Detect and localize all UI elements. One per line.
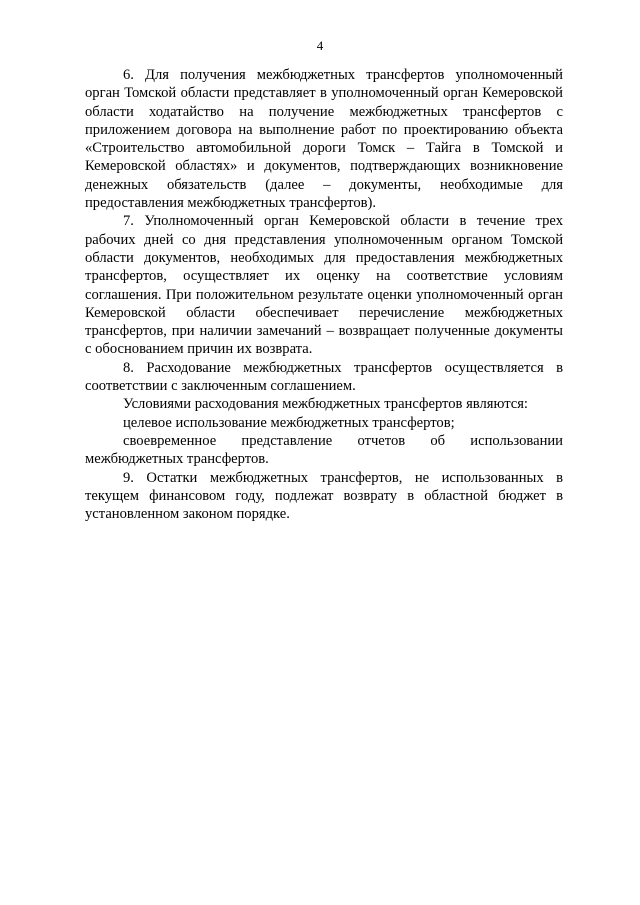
paragraph-condition-targeted-use: целевое использование межбюджетных трансфертов;	[123, 414, 455, 431]
paragraph-item-8: 8. Расходование межбюджетных трансфертов осуществляется в соответствии с заключенным соглашением.	[85, 359, 563, 395]
document-body	[85, 66, 563, 523]
paragraph-item-6: 6. Для получения межбюджетных трансфертов уполномоченный орган Томской области представляет в уполномоченный орган Кемеровской области ходатайство на получение межбюджетных трансфертов с приложением договора на выполнение работ по проектированию объекта «Строительство автомобильной дороги Томск – Тайга в Томской и Кемеровской областях» и документов, подтверждающих возникновение денежных обязательств (далее – документы, необходимые для предоставления межбюджетных трансфертов).	[85, 67, 563, 212]
paragraph-conditions-intro: Условиями расходования межбюджетных трансфертов являются:	[123, 396, 528, 413]
paragraph-item-7: 7. Уполномоченный орган Кемеровской области в течение трех рабочих дней со дня представления уполномоченным органом Томской области документов, необходимых для предоставления межбюджетных трансфертов, осуществляет их оценку на соответствие условиям соглашения. При положительном результате оценки уполномоченный орган Кемеровской области обеспечивает перечисление межбюджетных трансфертов, при наличии замечаний – возвращает полученные документы с обоснованием причин их возврата.	[85, 213, 563, 358]
paragraph-item-9: 9. Остатки межбюджетных трансфертов, не использованных в текущем финансовом году, подлежат возврату в областной бюджет в установленном законом порядке.	[85, 469, 563, 523]
page-number: 4	[316, 38, 324, 53]
paragraph-condition-timely-reports: своевременное представление отчетов об использовании межбюджетных трансфертов.	[85, 432, 563, 468]
